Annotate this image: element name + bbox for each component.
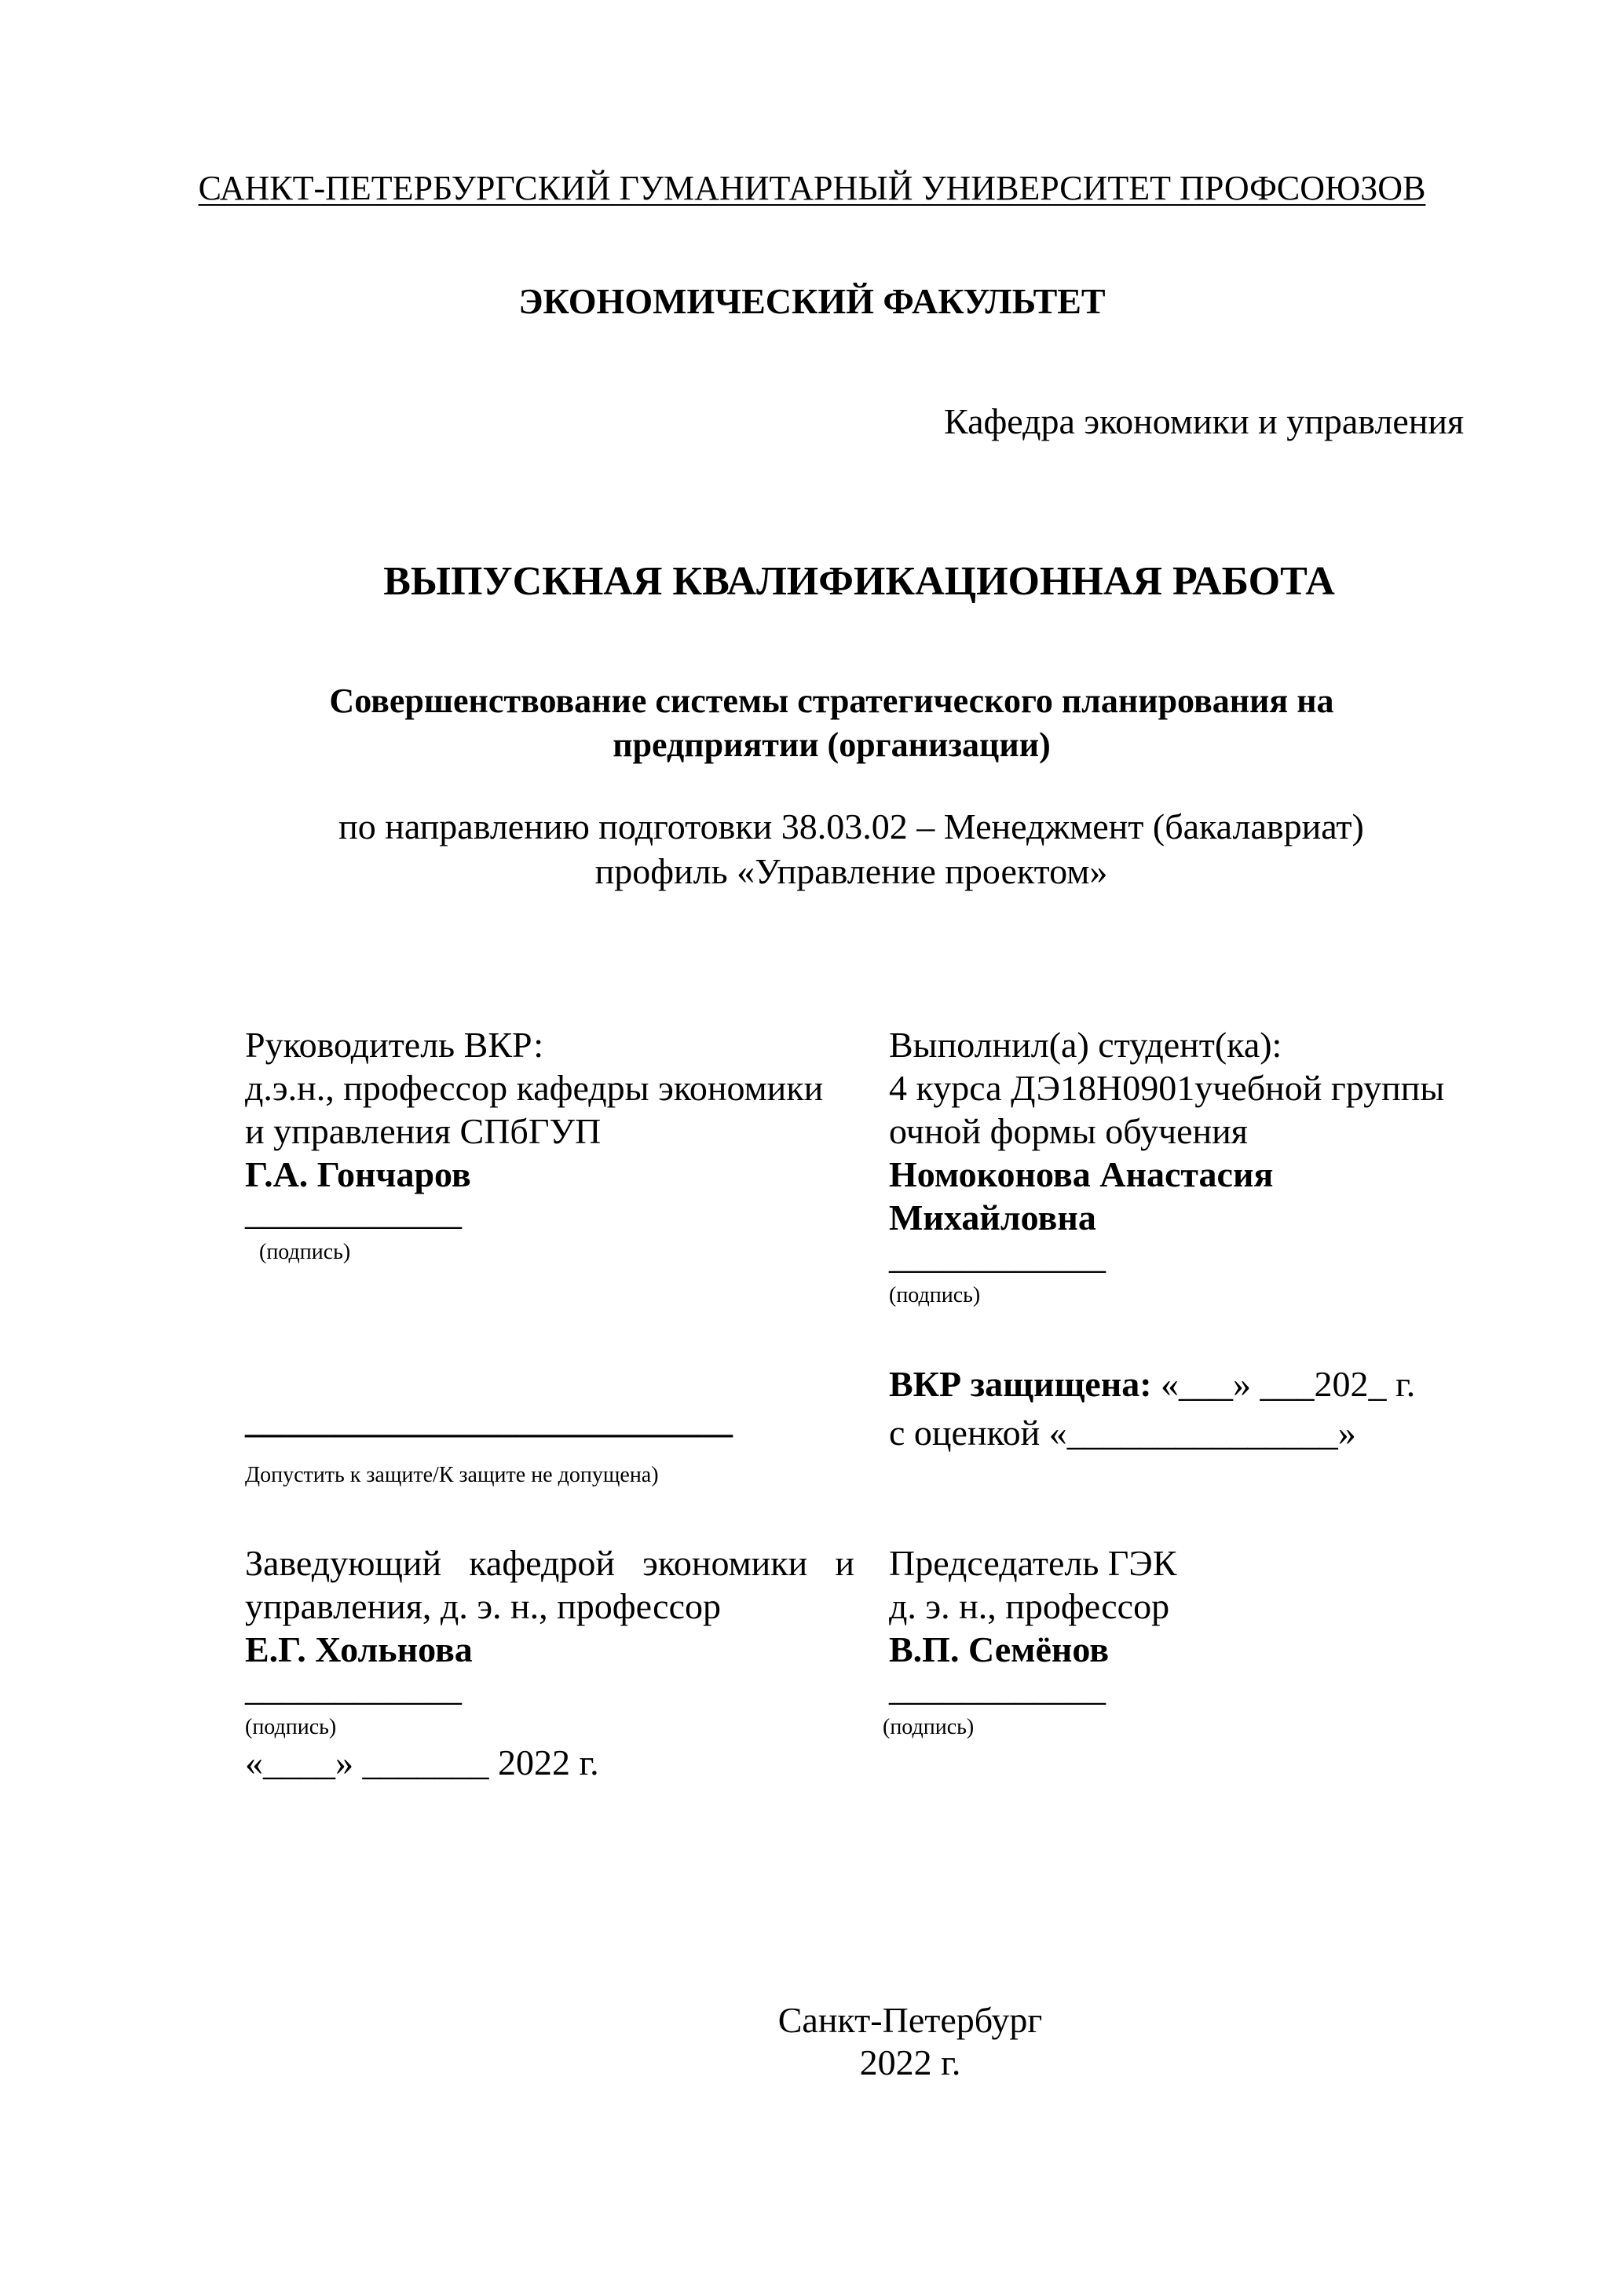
gek-chair-name: В.П. Семёнов bbox=[889, 1629, 1110, 1669]
department-name: Кафедра экономики и управления bbox=[944, 401, 1465, 441]
university-name: САНКТ-ПЕТЕРБУРГСКИЙ ГУМАНИТАРНЫЙ УНИВЕРСИТЕТ ПРОФСОЮЗОВ bbox=[198, 169, 1426, 207]
gek-chair-degree: д. э. н., профессор bbox=[889, 1586, 1170, 1626]
gek-chair-signature-line: ____________ bbox=[889, 1668, 1106, 1708]
head-approval-date: «____» _______ 2022 г. bbox=[245, 1742, 599, 1782]
supervisor-name: Г.А. Гончаров bbox=[245, 1154, 471, 1194]
work-type-heading: ВЫПУСКНАЯ КВАЛИФИКАЦИОННАЯ РАБОТА bbox=[383, 559, 1335, 604]
student-name-line1: Номоконова Анастасия bbox=[889, 1154, 1274, 1194]
admission-caption: Допустить к защите/К защите не допущена) bbox=[245, 1463, 659, 1487]
supervisor-heading: Руководитель ВКР: bbox=[245, 1025, 544, 1065]
defense-status bbox=[889, 1366, 1415, 1402]
head-position-line2: управления, д. э. н., профессор bbox=[245, 1586, 721, 1626]
footer-city: Санкт-Петербург bbox=[777, 2000, 1043, 2040]
head-position-line1: Заведующий кафедрой экономики и bbox=[245, 1543, 854, 1583]
student-heading: Выполнил(а) студент(ка): bbox=[889, 1025, 1282, 1065]
student-course-group: 4 курса ДЭ18Н0901учебной группы bbox=[889, 1068, 1445, 1108]
thesis-title-line2: предприятии (организации) bbox=[613, 726, 1051, 764]
gek-chair-position: Председатель ГЭК bbox=[889, 1543, 1177, 1583]
head-name: Е.Г. Хольнова bbox=[245, 1629, 473, 1669]
study-direction: по направлению подготовки 38.03.02 – Менеджмент (бакалавриат) bbox=[338, 806, 1364, 846]
supervisor-position-line2: и управления СПбГУП bbox=[245, 1111, 602, 1151]
student-name-line2: Михайловна bbox=[889, 1197, 1096, 1238]
student-study-form: очной формы обучения bbox=[889, 1111, 1248, 1151]
defense-label: ВКР защищена: bbox=[889, 1364, 1152, 1404]
gek-chair-signature-caption: (подпись) bbox=[883, 1715, 975, 1739]
supervisor-signature-line: ____________ bbox=[245, 1192, 462, 1232]
head-signature-caption: (подпись) bbox=[245, 1715, 337, 1739]
thesis-title-line1: Совершенствование системы стратегического планирования на bbox=[329, 682, 1334, 720]
defense-date: «___» ___202_ г. bbox=[1151, 1364, 1416, 1404]
student-signature-line: ____________ bbox=[889, 1236, 1106, 1276]
admission-line: ___________________________ bbox=[245, 1400, 733, 1440]
faculty-name: ЭКОНОМИЧЕСКИЙ ФАКУЛЬТЕТ bbox=[518, 281, 1106, 321]
footer-year: 2022 г. bbox=[859, 2042, 961, 2082]
supervisor-position-line1: д.э.н., профессор кафедры экономики bbox=[245, 1068, 824, 1108]
study-profile: профиль «Управление проектом» bbox=[594, 851, 1108, 891]
defense-grade: с оценкой «_______________» bbox=[889, 1413, 1356, 1453]
student-signature-caption: (подпись) bbox=[889, 1283, 981, 1307]
supervisor-signature-caption: (подпись) bbox=[259, 1240, 351, 1264]
head-signature-line: ____________ bbox=[245, 1668, 462, 1708]
